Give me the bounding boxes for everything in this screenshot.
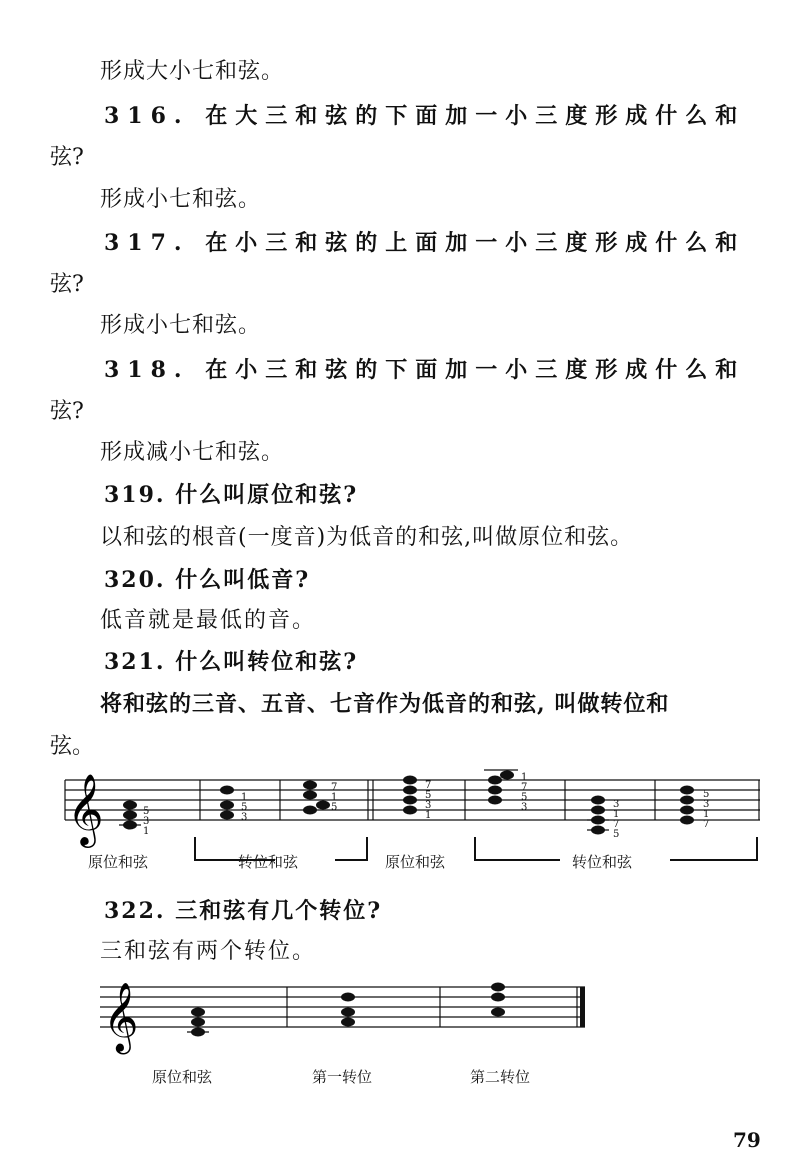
- svg-text:1: 1: [331, 792, 338, 803]
- treble-clef-icon: 𝄞: [67, 772, 104, 845]
- svg-text:7: 7: [613, 819, 620, 830]
- svg-text:1: 1: [613, 809, 620, 820]
- svg-text:7: 7: [331, 782, 338, 793]
- question-321: 321. 什么叫转位和弦?: [104, 649, 359, 675]
- question-317-cont: 弦?: [50, 272, 84, 297]
- svg-text:3: 3: [703, 799, 710, 810]
- svg-text:3: 3: [241, 812, 248, 823]
- example1-label: 转位和弦: [572, 853, 633, 871]
- svg-text:5: 5: [331, 802, 338, 813]
- svg-text:1: 1: [425, 810, 432, 821]
- svg-text:3: 3: [425, 800, 432, 811]
- svg-text:5: 5: [425, 790, 432, 801]
- question-317: 317. 在小三和弦的上面加一小三度形成什么和: [104, 230, 746, 256]
- answer-319: 以和弦的根音(一度音)为低音的和弦,叫做原位和弦。: [100, 525, 634, 550]
- svg-text:1: 1: [241, 792, 248, 803]
- svg-text:5: 5: [143, 806, 150, 817]
- svg-text:7: 7: [521, 782, 528, 793]
- answer-321: 将和弦的三音、五音、七音作为低音的和弦, 叫做转位和: [100, 691, 670, 717]
- svg-text:3: 3: [143, 816, 150, 827]
- example2-label: 第二转位: [470, 1068, 531, 1086]
- svg-text:1: 1: [521, 772, 528, 783]
- music-example-2: [95, 975, 595, 1055]
- treble-clef-icon: 𝄞: [103, 982, 139, 1052]
- svg-text:3: 3: [521, 802, 528, 813]
- answer-321-cont: 弦。: [50, 734, 95, 759]
- question-319: 319. 什么叫原位和弦?: [104, 482, 359, 508]
- answer-318: 形成减小七和弦。: [100, 440, 285, 465]
- svg-text:7: 7: [425, 780, 432, 791]
- page-number: 79: [733, 1128, 761, 1152]
- example1-label: 原位和弦: [88, 853, 149, 871]
- answer-316: 形成小七和弦。: [100, 187, 262, 212]
- svg-text:5: 5: [241, 802, 248, 813]
- svg-text:3: 3: [613, 799, 620, 810]
- svg-text:1: 1: [703, 809, 710, 820]
- question-316: 316. 在大三和弦的下面加一小三度形成什么和: [104, 103, 746, 129]
- answer-317: 形成小七和弦。: [100, 313, 262, 338]
- question-322: 322. 三和弦有几个转位?: [104, 898, 383, 924]
- question-318-cont: 弦?: [50, 399, 84, 424]
- question-316-cont: 弦?: [50, 145, 84, 170]
- question-318: 318. 在小三和弦的下面加一小三度形成什么和: [104, 357, 746, 383]
- svg-text:1: 1: [143, 826, 150, 837]
- answer-320: 低音就是最低的音。: [100, 608, 317, 633]
- svg-text:5: 5: [521, 792, 528, 803]
- text-line: 形成大小七和弦。: [100, 59, 285, 84]
- svg-text:7: 7: [703, 819, 710, 830]
- example2-label: 第一转位: [312, 1068, 373, 1086]
- answer-322: 三和弦有两个转位。: [100, 939, 317, 964]
- example1-label: 转位和弦: [238, 853, 299, 871]
- example2-label: 原位和弦: [152, 1068, 213, 1086]
- svg-text:5: 5: [613, 829, 620, 840]
- question-320: 320. 什么叫低音?: [104, 567, 311, 593]
- example1-label: 原位和弦: [385, 853, 446, 871]
- svg-text:5: 5: [703, 789, 710, 800]
